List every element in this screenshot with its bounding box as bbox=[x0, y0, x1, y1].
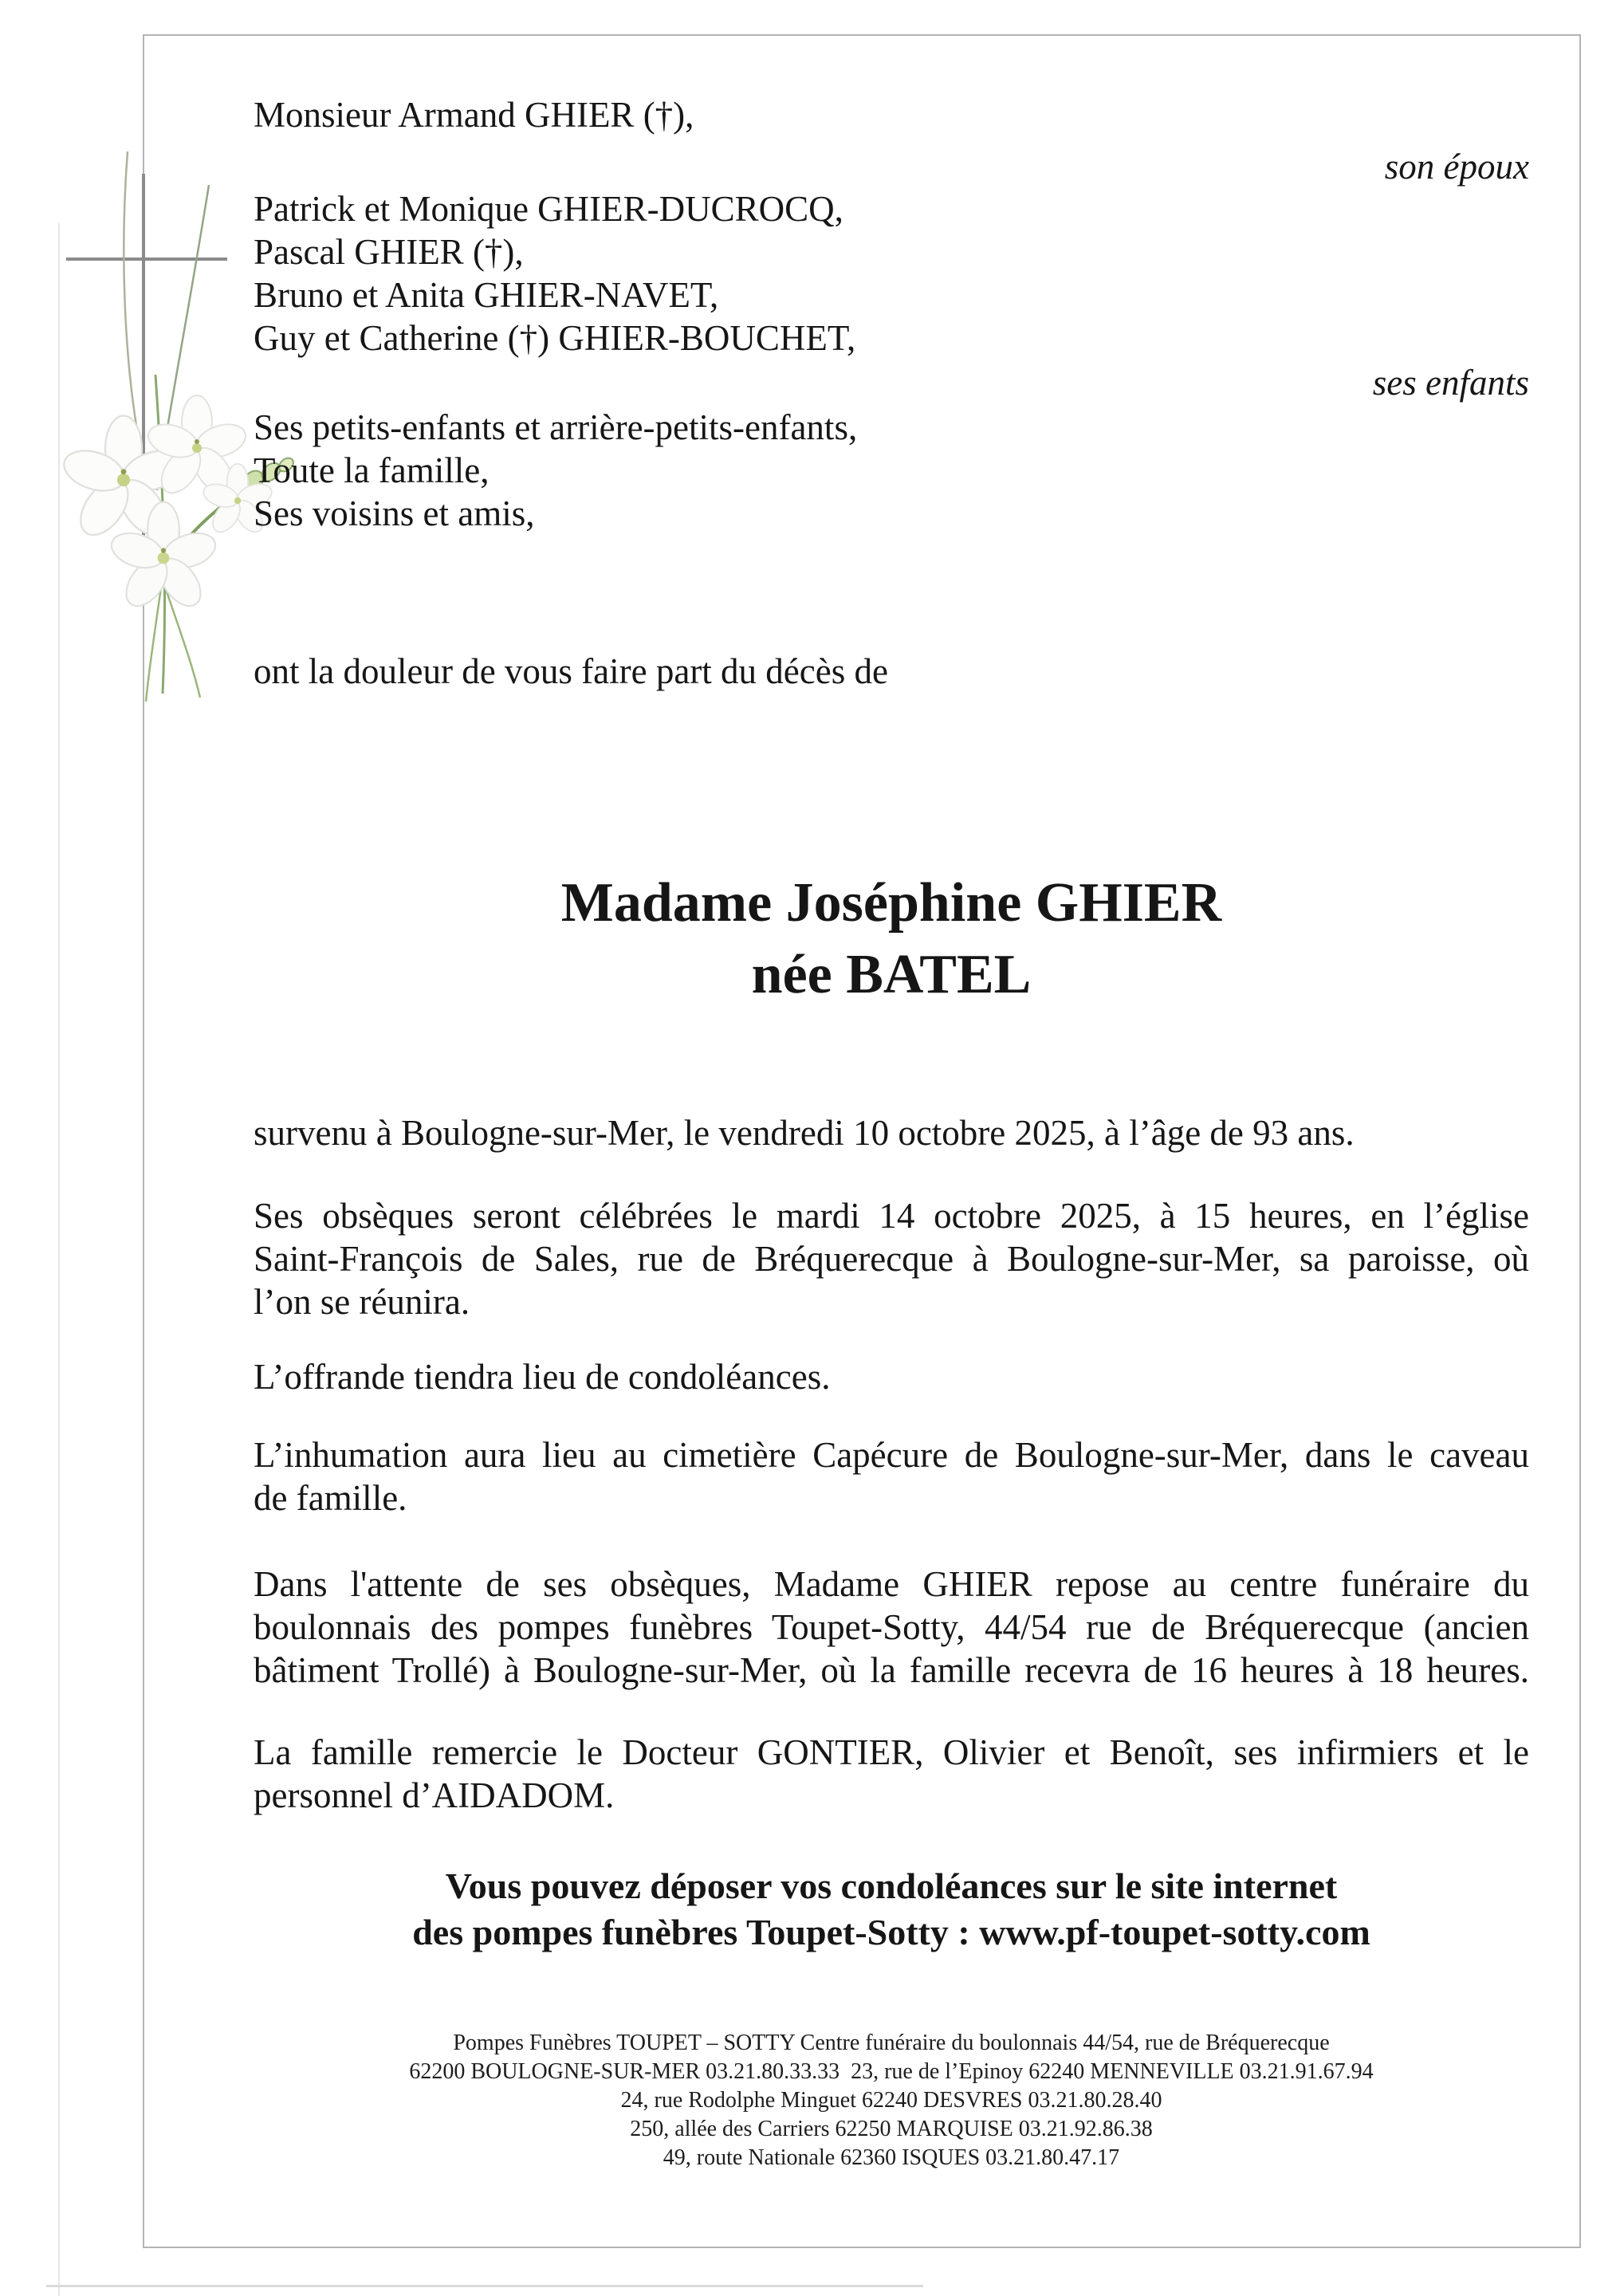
deceased-name-title: Madame Joséphine GHIER bbox=[560, 872, 1222, 934]
paragraph-line: Saint-François de Sales, rue de Bréquerecque à Boulogne-sur-Mer, sa paroisse, où bbox=[254, 1239, 1529, 1279]
relation-label-ses-enfants: ses enfants bbox=[1372, 363, 1529, 403]
paragraph-line: Dans l'attente de ses obsèques, Madame GHIER repose au centre funéraire du bbox=[254, 1564, 1529, 1604]
paragraph-offering bbox=[254, 1355, 1529, 1398]
paragraph-line: survenu à Boulogne-sur-Mer, le vendredi 10 octobre 2025, à l’âge de 93 ans. bbox=[254, 1113, 1355, 1153]
line-family: Toute la famille, bbox=[254, 450, 490, 490]
scan-artifact-line bbox=[46, 2285, 923, 2287]
paragraph-burial bbox=[254, 1433, 1529, 1520]
line-child-pascal: Pascal GHIER (†), bbox=[254, 232, 524, 272]
paragraph-line: La famille remercie le Docteur GONTIER, Olivier et Benoît, ses infirmiers et le bbox=[254, 1732, 1529, 1772]
line-child-bruno: Bruno et Anita GHIER-NAVET, bbox=[254, 275, 719, 315]
condolences-website-line1: Vous pouvez déposer vos condoléances sur le site internet bbox=[445, 1866, 1338, 1906]
funeral-home-footer bbox=[254, 2029, 1529, 2172]
footer-address-line: 49, route Nationale 62360 ISQUES 03.21.80.47.17 bbox=[663, 2145, 1120, 2170]
line-child-guy: Guy et Catherine (†) GHIER-BOUCHET, bbox=[254, 318, 856, 358]
line-child-patrick: Patrick et Monique GHIER-DUCROCQ, bbox=[254, 189, 843, 229]
relation-label-son-epoux: son époux bbox=[1384, 147, 1529, 187]
paragraph-line: bâtiment Trollé) à Boulogne-sur-Mer, où la famille recevra de 16 heures à 18 heures. bbox=[254, 1650, 1529, 1690]
paragraph-death-details bbox=[254, 1111, 1529, 1154]
paragraph-line: boulonnais des pompes funèbres Toupet-Sotty, 44/54 rue de Bréquerecque (ancien bbox=[254, 1607, 1529, 1647]
footer-address-line: 24, rue Rodolphe Minguet 62240 DESVRES 03.21.80.28.40 bbox=[620, 2088, 1162, 2113]
paragraph-line: l’on se réunira. bbox=[254, 1282, 470, 1322]
line-neighbors-friends: Ses voisins et amis, bbox=[254, 493, 535, 533]
paragraph-line: de famille. bbox=[254, 1478, 407, 1518]
line-announcement-intro: ont la douleur de vous faire part du décès de bbox=[254, 651, 888, 691]
paragraph-line: L’inhumation aura lieu au cimetière Capécure de Boulogne-sur-Mer, dans le caveau bbox=[254, 1435, 1529, 1475]
paragraph-line: personnel d’AIDADOM. bbox=[254, 1775, 615, 1815]
footer-address-line: 62200 BOULOGNE-SUR-MER 03.21.80.33.33 23, rue de l’Epinoy 62240 MENNEVILLE 03.21.91.67.94 bbox=[409, 2059, 1374, 2084]
condolences-website-line2: des pompes funèbres Toupet-Sotty : www.pf-toupet-sotty.com bbox=[412, 1912, 1370, 1952]
deceased-maiden-name: née BATEL bbox=[751, 944, 1032, 1005]
paragraph-line: L’offrande tiendra lieu de condoléances. bbox=[254, 1357, 831, 1397]
footer-address-line: 250, allée des Carriers 62250 MARQUISE 03.21.92.86.38 bbox=[630, 2117, 1153, 2141]
line-husband: Monsieur Armand GHIER (†), bbox=[254, 95, 694, 135]
footer-address-line: Pompes Funèbres TOUPET – SOTTY Centre funéraire du boulonnais 44/54, rue de Bréquerecque bbox=[453, 2031, 1330, 2055]
paragraph-line: Ses obsèques seront célébrées le mardi 14 octobre 2025, à 15 heures, en l’église bbox=[254, 1196, 1529, 1236]
paragraph-funeral-service bbox=[254, 1194, 1529, 1323]
line-grandchildren: Ses petits-enfants et arrière-petits-enfants, bbox=[254, 407, 858, 447]
paragraph-funeral-home bbox=[254, 1563, 1529, 1692]
paragraph-thanks bbox=[254, 1731, 1529, 1817]
orchid-flower bbox=[107, 502, 219, 614]
